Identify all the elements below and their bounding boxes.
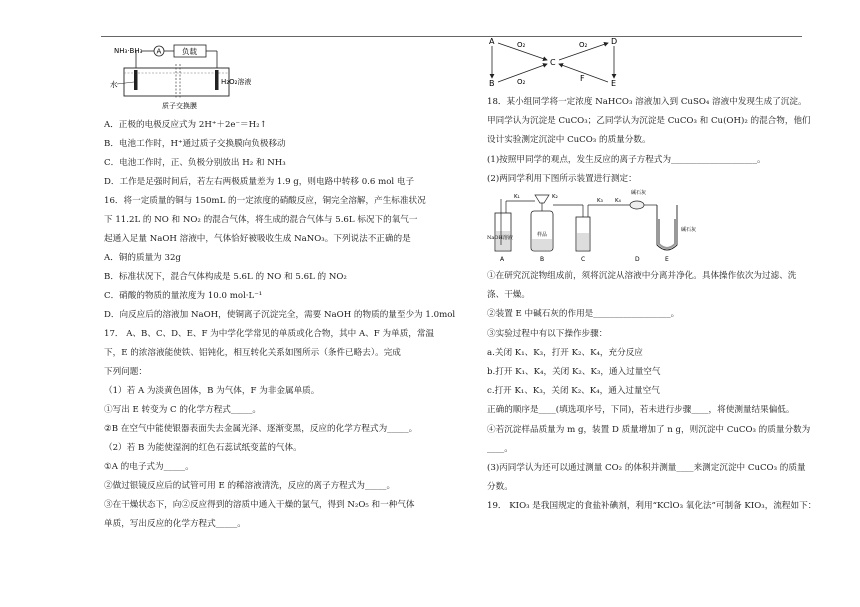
right-electrode: [215, 70, 219, 90]
electrolytic-cell: [124, 68, 229, 96]
naoh-label: NaOH溶液: [487, 235, 513, 242]
option-line: C．电池工作时，正、负极分别放出 H₂ 和 NH₃: [104, 157, 286, 168]
question-line: 16．将一定质量的铜与 150mL 的一定浓度的硝酸反应，铜完全溶解，产生标准状况: [104, 195, 426, 206]
ammeter-symbol: A: [156, 47, 162, 56]
question-line: ③实验过程中有以下操作步骤：: [487, 328, 608, 339]
subquestion-line: ③在干燥状态下，向②反应得到的溶质中通入干燥的氯气，得到 N₂O₅ 和一种气体: [104, 499, 415, 510]
load-label: 负载: [182, 47, 197, 56]
option-line: A．正极的电极反应式为 2H⁺＋2e⁻＝H₂↑: [104, 119, 267, 130]
option-line: D．工作是足强时间后，若左右两极质量差为 1.9 g，则电路中转移 0.6 mol 电子: [104, 176, 415, 187]
subquestion-line: ②做过银镜反应后的试管可用 E 的稀溶液清洗，反应的离子方程式为_____。: [104, 480, 396, 491]
soda-lime-label: 碱石灰: [681, 227, 697, 234]
apparatus-c-label: C: [581, 256, 586, 264]
cell-left-label: NH₃·BH₃: [114, 47, 143, 55]
node-e: E: [611, 79, 617, 88]
edge-label: O₂: [579, 41, 588, 49]
edge-label: O₂: [517, 41, 526, 49]
question-line: ①在研究沉淀物组成前，须将沉淀从溶液中分离并净化。具体操作依次为过滤、洗: [487, 271, 797, 282]
node-f: F: [580, 74, 585, 83]
conversion-flow-diagram: [487, 36, 647, 88]
valve-k1-label: K₁: [514, 194, 520, 201]
option-line: D．向反应后的溶液加 NaOH，使铜离子沉淀完全，需要 NaOH 的物质的量至少为 1.0mol: [104, 309, 456, 320]
apparatus-b-label: B: [540, 256, 545, 264]
apparatus-a-label: A: [500, 256, 505, 264]
node-c: C: [550, 58, 556, 67]
node-d: D: [611, 37, 618, 46]
question-line: 下 11.2L 的 NO 和 NO₂ 的混合气体，将生成的混合气体与 5.6L 标况下的氧气一: [104, 214, 418, 225]
left-column: [104, 42, 456, 538]
question-line: 18．某小组同学将一定浓度 NaHCO₃ 溶液加入到 CuSO₄ 溶液中发现生成了沉淀。: [487, 97, 807, 107]
subquestion-line: ①写出 E 转变为 C 的化学方程式_____。: [104, 404, 261, 415]
question-line: 涤、干燥。: [487, 290, 530, 301]
right-column: [487, 36, 817, 517]
subquestion-line: （1）若 A 为淡黄色固体，B 为气体，F 为非金属单质。: [104, 385, 320, 396]
question-line: 17． A、B、C、D、E、F 为中学化学常见的单质或化合物，其中 A、F 为单质，常温: [104, 328, 435, 339]
question-line: 下列问题：: [104, 366, 147, 377]
question-line: 起通入足量 NaOH 溶液中，气体恰好被吸收生成 NaNO₃。下列说法不正确的是: [104, 233, 411, 244]
question-line: ④若沉淀样品质量为 m g，装置 D 质量增加了 n g，则沉淀中 CuCO₃ 的质量分数为: [487, 424, 811, 435]
valve-k4-label: K₄: [615, 198, 621, 205]
h2o2-label: H₂O₂溶液: [221, 78, 252, 86]
option-line: C．硝酸的物质的量浓度为 10.0 mol·L⁻¹: [104, 290, 263, 301]
question-line: ____。: [487, 443, 513, 454]
subquestion-line: （2）若 B 为能使湿润的红色石蕊试纸变蓝的气体。: [104, 442, 302, 453]
question-line: 甲同学认为沉淀是 CuCO₃；乙同学认为沉淀是 CuCO₃ 和 Cu(OH)₂ 的混合物，他们: [487, 116, 811, 127]
left-electrode: [134, 70, 138, 90]
subquestion-line: ②B 在空气中能使银器表面失去金属光泽、逐渐变黑，反应的化学方程式为_____。: [104, 423, 418, 434]
question-line: 下，E 的浓溶液能使铁、铝钝化，相互转化关系如图所示（条件已略去）。完成: [104, 347, 401, 358]
soda-lime-label: 碱石灰: [631, 190, 647, 197]
option-line: B．标准状况下，混合气体构成是 5.6L 的 NO 和 5.6L 的 NO₂: [104, 271, 347, 282]
question-line: 19． KIO₃ 是我国规定的食盐补碘剂，利用“KClO₃ 氧化法”可制备 KIO₃，流程如下：: [487, 501, 817, 512]
membrane-label: 质子交换膜: [162, 102, 197, 110]
question-line: (1)按照甲同学的观点，发生反应的离子方程式为____________________。: [487, 154, 766, 165]
question-line: ②装置 E 中碱石灰的作用是__________________。: [487, 309, 680, 320]
fuel-cell-diagram: [104, 42, 254, 112]
question-line: (3)丙同学认为还可以通过测量 CO₂ 的体积并测量____来测定沉淀中 CuCO₃ 的质量: [487, 463, 806, 474]
sample-label: 样品: [537, 232, 548, 239]
edge-label: O₂: [517, 78, 526, 86]
subquestion-line: ①A 的电子式为_____。: [104, 461, 194, 472]
node-a: A: [489, 37, 495, 46]
step-line: b.打开 K₁、K₄，关闭 K₂、K₃，通入过量空气: [487, 367, 661, 378]
question-line: 设计实验测定沉淀中 CuCO₃ 的质量分数。: [487, 135, 651, 146]
question-line: 分数。: [487, 482, 513, 493]
option-line: A．铜的质量为 32g: [104, 252, 181, 263]
question-line: 正确的顺序是____(填选项序号，下同)，若未进行步骤____，将使测量结果偏低。: [487, 405, 795, 416]
subquestion-line: 单质，写出反应的化学方程式_____。: [104, 518, 246, 529]
question-line: (2)两同学利用下图所示装置进行测定：: [487, 173, 637, 184]
apparatus-d-label: D: [635, 256, 640, 264]
valve-k3-label: K₃: [597, 198, 603, 205]
apparatus-diagram: [487, 189, 707, 264]
apparatus-e-label: E: [665, 256, 669, 264]
water-label: 水: [110, 80, 118, 89]
node-b: B: [489, 79, 495, 88]
valve-k2-label: K₂: [552, 194, 558, 201]
step-line: a.关闭 K₁、K₃，打开 K₂、K₄，充分反应: [487, 347, 643, 358]
option-line: B．电池工作时，H⁺通过质子交换膜向负极移动: [104, 138, 286, 149]
step-line: c.打开 K₁、K₃，关闭 K₂、K₄，通入过量空气: [487, 386, 660, 397]
